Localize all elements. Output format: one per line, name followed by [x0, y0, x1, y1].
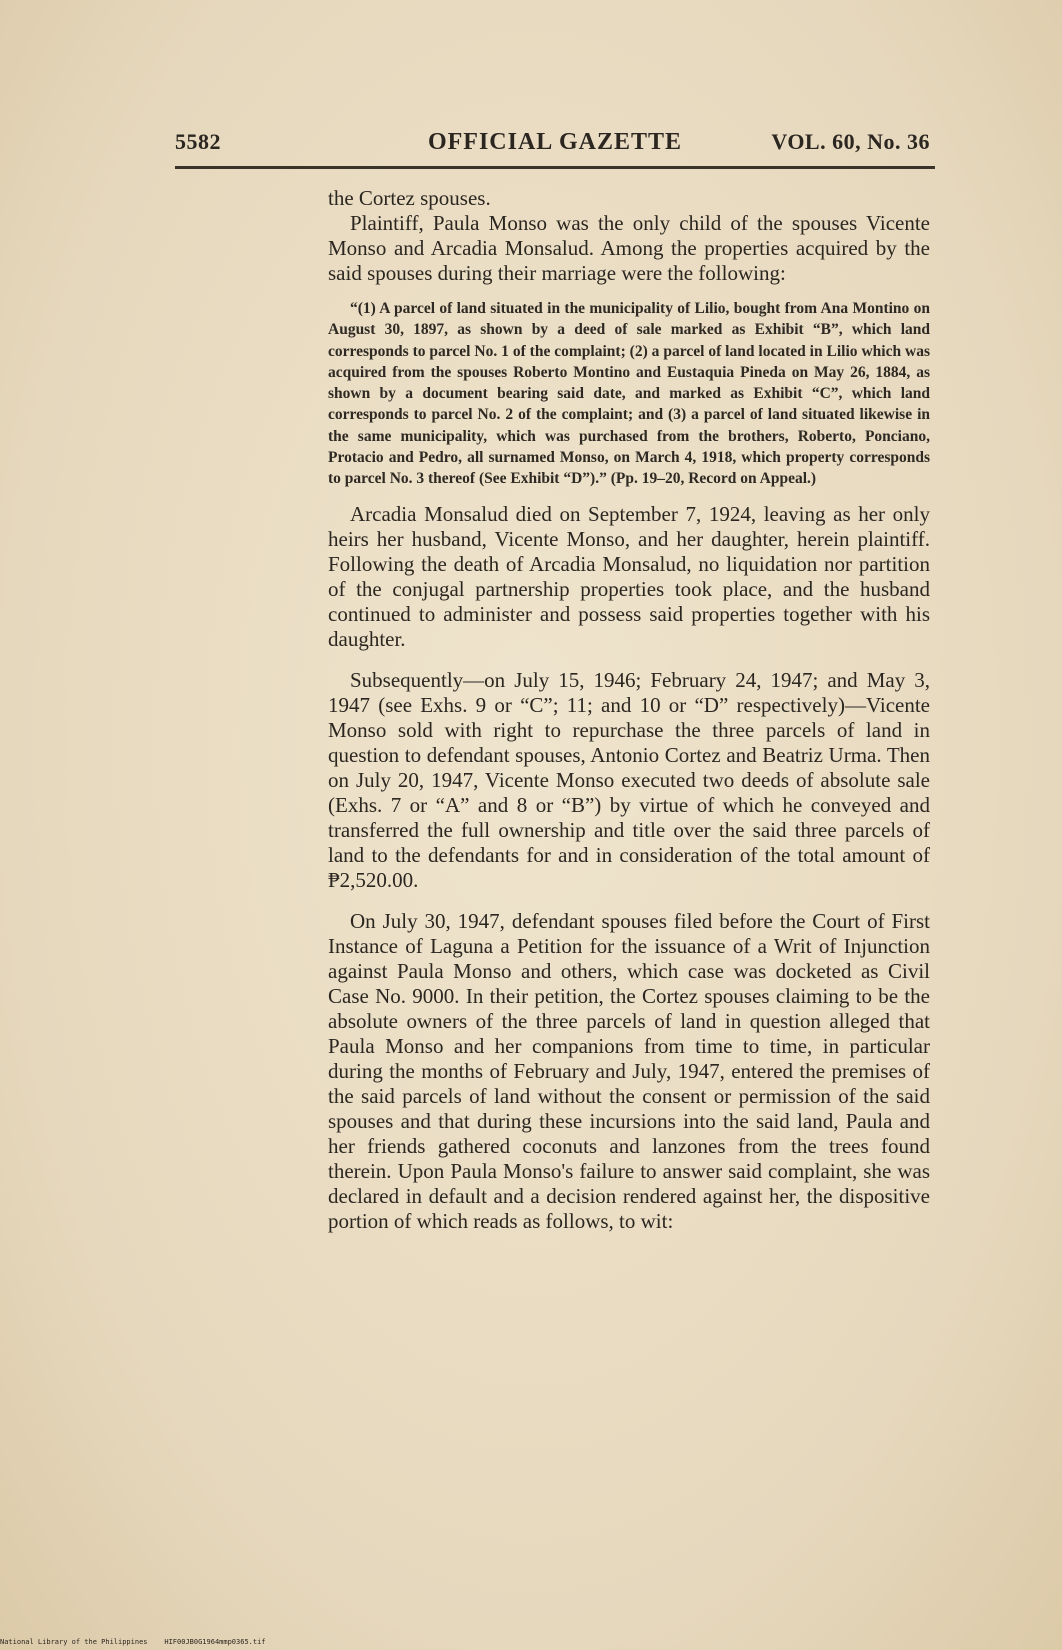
- body-text: [328, 186, 930, 1234]
- paragraph-subsequently: Subsequently—on July 15, 1946; February 24, 1947; and May 3, 1947 (see Exhs. 9 or “C”; 11; and 10 or “D” respectively)—Vicente Monso sold with right to repurchase the three parcels of land in question to defendant spouses, Antonio Cortez and Beatriz Urma. Then on July 20, 1947, Vicente Monso executed two deeds of absolute sale (Exhs. 7 or “A” and 8 or “B”) by virtue of which he conveyed and transferred the full ownership and title over the said three parcels of land to the defendants for and in consideration of the total amount of ₱2,520.00.: [328, 667, 930, 892]
- header-rule: [175, 166, 935, 169]
- running-title: OFFICIAL GAZETTE: [427, 129, 683, 155]
- footer-library: National Library of the Philippines: [0, 1638, 148, 1646]
- block-quote-parcels: “(1) A parcel of land situated in the municipality of Lilio, bought from Ana Montino on August 30, 1897, as shown by a deed of sale marked as Exhibit “B”, which land corresponds to parcel No. 1 of the complaint; (2) a parcel of land located in Lilio which was acquired from the spouses Roberto Montino and Eustaquia Pineda on May 26, 1884, as shown by a document bearing said date, and marked as Exhibit “C”, which land corresponds to parcel No. 2 of the complaint; and (3) a parcel of land situated likewise in the same municipality, which was purchased from the brothers, Roberto, Ponciano, Protacio and Pedro, all surnamed Monso, on March 4, 1918, which property corresponds to parcel No. 3 thereof (See Exhibit “D”).” (Pp. 19–20, Record on Appeal.): [328, 300, 930, 488]
- scan-footer: [0, 1638, 266, 1646]
- paragraph-petition: On July 30, 1947, defendant spouses filed before the Court of First Instance of Laguna a Petition for the issuance of a Writ of Injunction against Paula Monso and others, which case was docketed as Civil Case No. 9000. In their petition, the Cortez spouses claiming to be the absolute owners of the three parcels of land in question alleged that Paula Monso and her companions from time to time, in particular during the months of February and July, 1947, entered the premises of the said parcels of land without the consent or permission of the said spouses and that during these incursions into the said land, Paula and her friends gathered coconuts and lanzones from the trees found therein. Upon Paula Monso's failure to answer said complaint, she was declared in default and a decision rendered against her, the dispositive portion of which reads as follows, to wit:: [328, 908, 930, 1233]
- paragraph-plaintiff: Plaintiff, Paula Monso was the only child of the spouses Vicente Monso and Arcadia Monsalud. Among the properties acquired by the said spouses during their marriage were the following:: [328, 211, 930, 285]
- volume-number: VOL. 60, No. 36: [771, 129, 930, 154]
- page-header: [175, 125, 935, 165]
- page-number: 5582: [175, 129, 221, 154]
- paragraph-continuation: the Cortez spouses.: [328, 186, 491, 210]
- footer-filename: HIF00JB0G1964mmp0365.tif: [164, 1638, 266, 1646]
- paragraph-arcadia: Arcadia Monsalud died on September 7, 1924, leaving as her only heirs her husband, Vicente Monso, and her daughter, herein plaintiff. Following the death of Arcadia Monsalud, no liquidation nor partition of the conjugal partnership properties took place, and the husband continued to administer and possess said properties together with his daughter.: [328, 501, 930, 651]
